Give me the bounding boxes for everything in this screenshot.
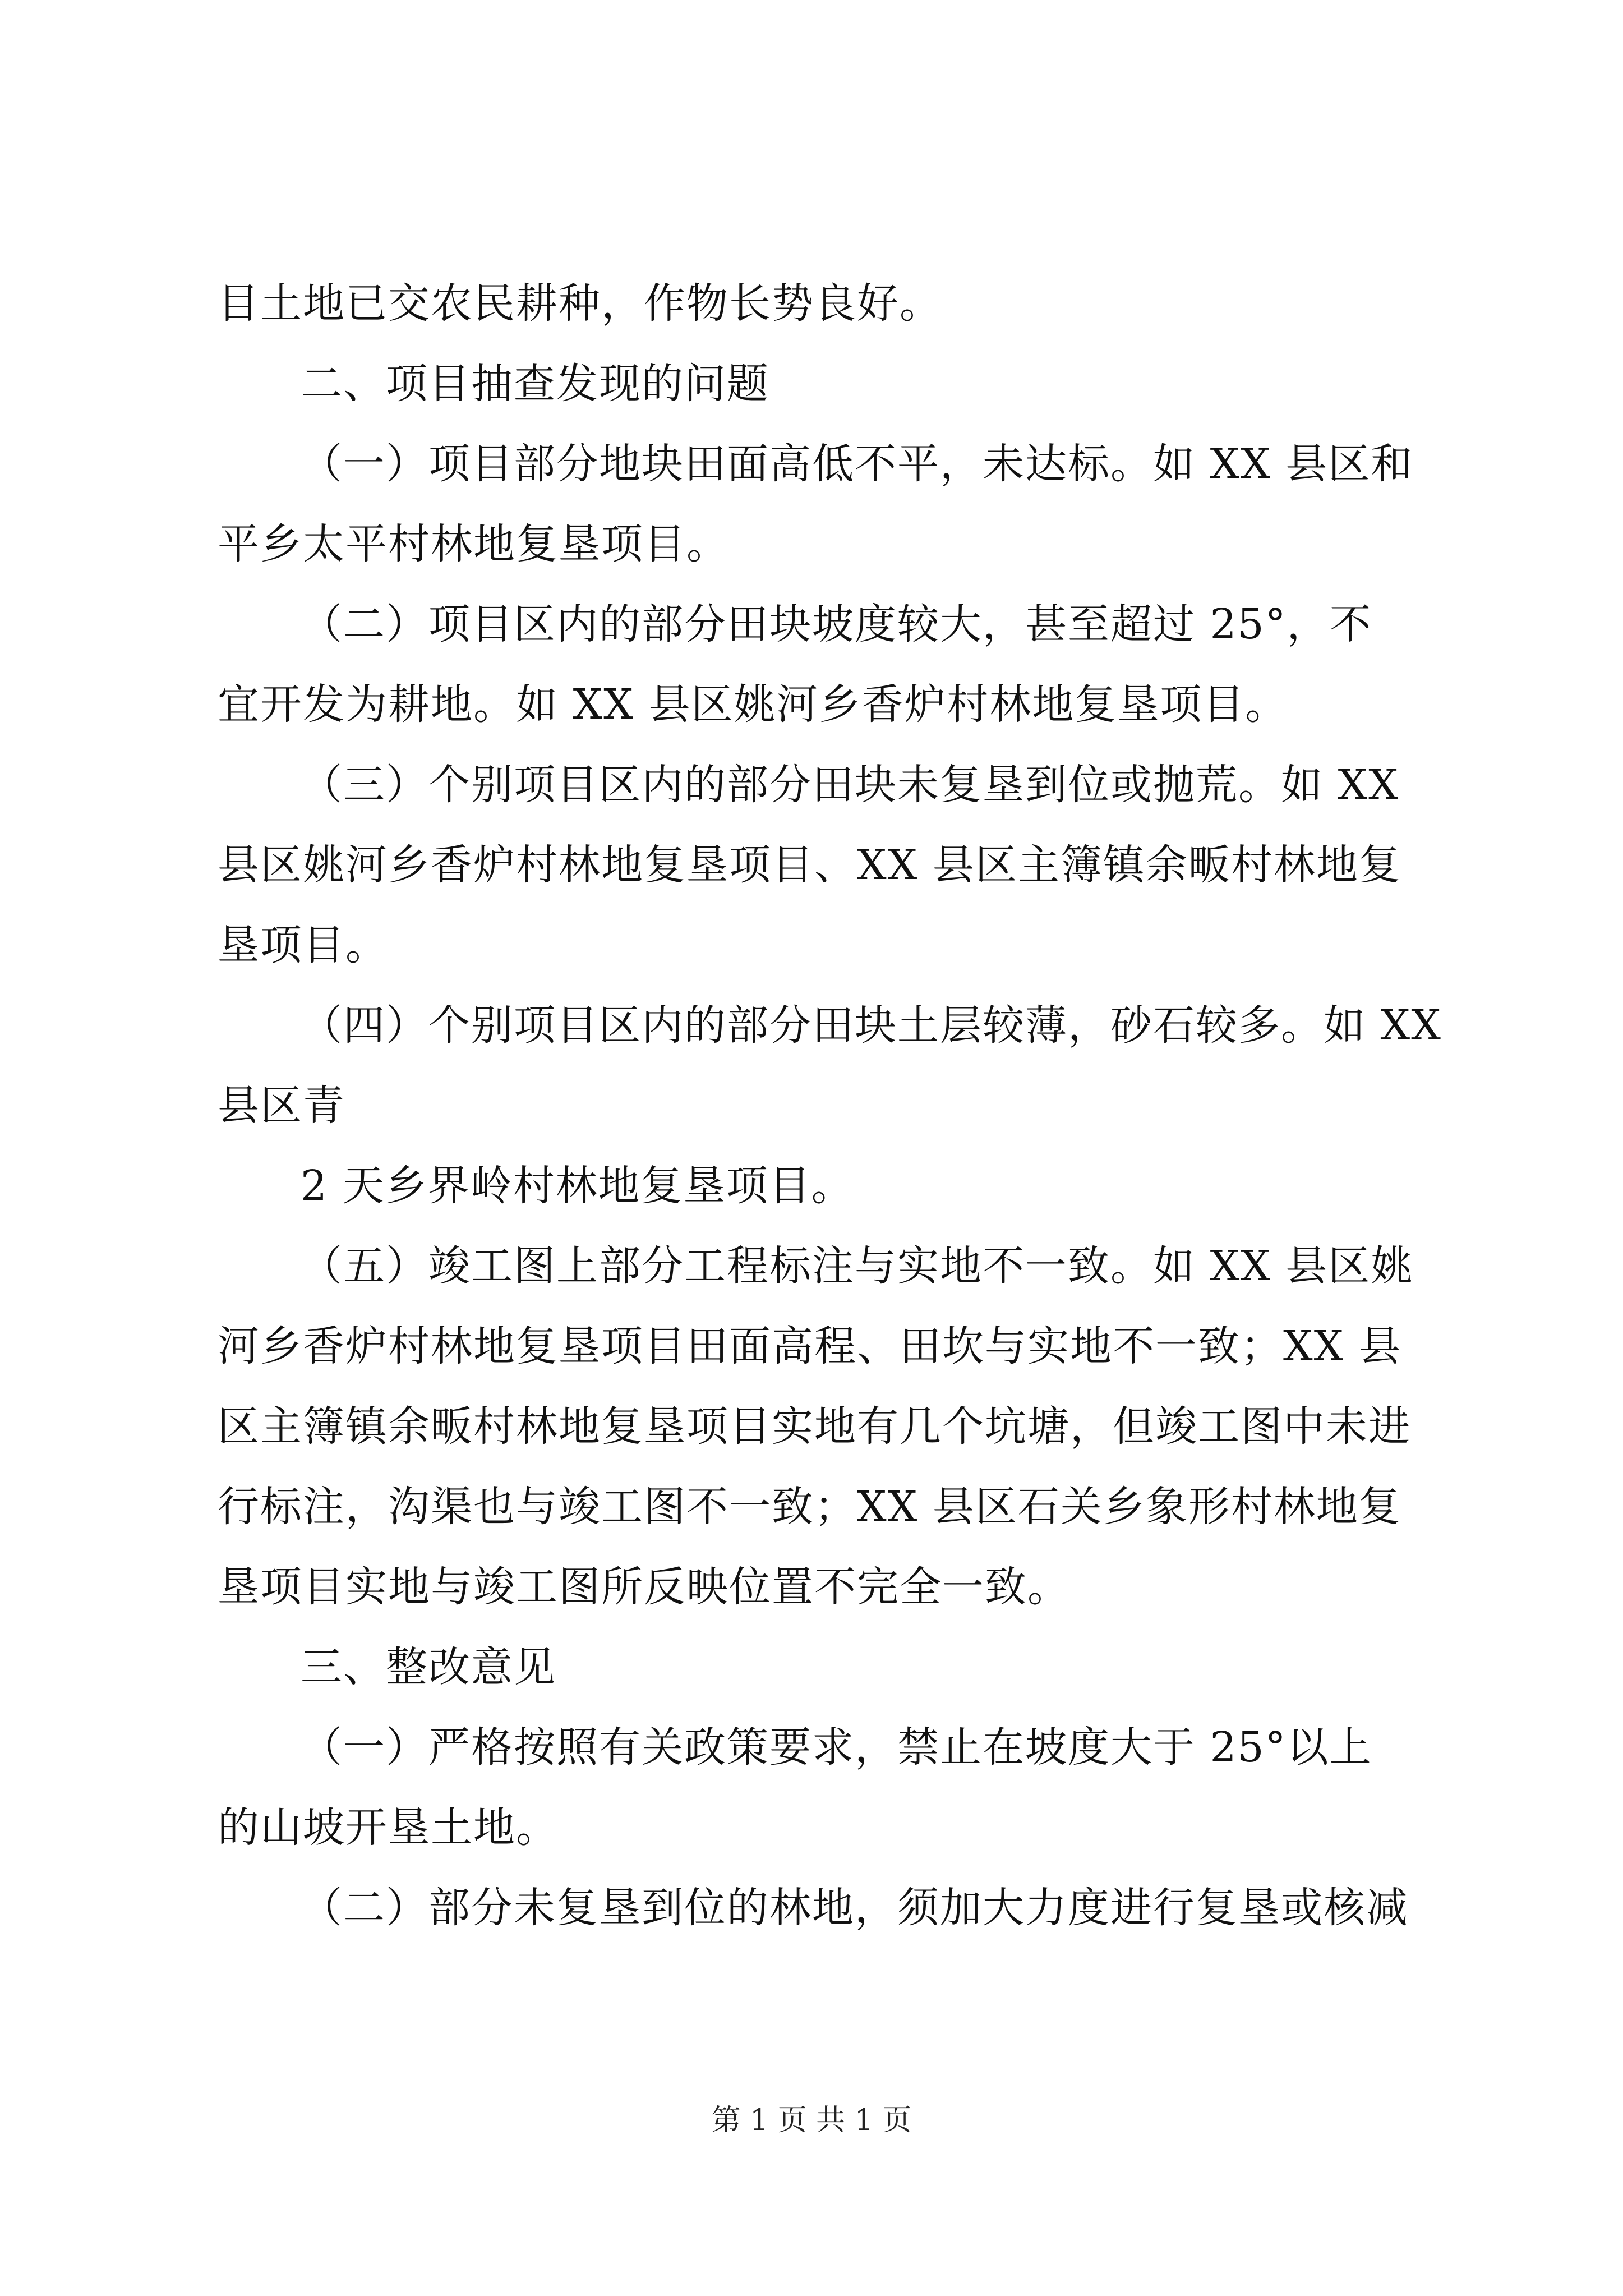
document-body	[218, 264, 1442, 1948]
page-footer: 第 1 页 共 1 页	[711, 2104, 912, 2137]
text-line-3: （一）项目部分地块田面高低不平，未达标。如 XX 县区和	[301, 440, 1414, 488]
text-line-17: 垦项目实地与竣工图所反映位置不完全一致。	[218, 1563, 1070, 1611]
text-line-19: （一）严格按照有关政策要求，禁止在坡度大于 25°以上	[301, 1723, 1372, 1772]
text-line-5: （二）项目区内的部分田块坡度较大，甚至超过 25°，不	[301, 600, 1372, 648]
text-line-8: 县区姚河乡香炉村林地复垦项目、XX 县区主簿镇余畈村林地复	[218, 841, 1401, 889]
section-heading-rectification: 三、整改意见	[301, 1643, 556, 1691]
text-line-12: 2 天乡界岭村林地复垦项目。	[301, 1162, 854, 1210]
text-line-13: （五）竣工图上部分工程标注与实地不一致。如 XX 县区姚	[301, 1242, 1414, 1290]
text-line-4: 平乡太平村林地复垦项目。	[218, 520, 729, 568]
section-heading-problems: 二、项目抽查发现的问题	[301, 360, 769, 408]
text-line-15: 区主簿镇余畈村林地复垦项目实地有几个坑塘，但竣工图中未进	[218, 1402, 1411, 1451]
text-line-14: 河乡香炉村林地复垦项目田面高程、田坎与实地不一致；XX 县	[218, 1322, 1401, 1370]
text-line-21: （二）部分未复垦到位的林地，须加大力度进行复垦或核减	[301, 1884, 1409, 1932]
text-line-11: 县区青	[218, 1082, 345, 1130]
text-line-10: （四）个别项目区内的部分田块土层较薄，砂石较多。如 XX	[301, 1001, 1442, 1050]
text-line-7: （三）个别项目区内的部分田块未复垦到位或抛荒。如 XX	[301, 761, 1399, 809]
text-line-6: 宜开发为耕地。如 XX 县区姚河乡香炉村林地复垦项目。	[218, 680, 1288, 729]
text-line-9: 垦项目。	[218, 921, 388, 969]
text-line-1: 目土地已交农民耕种，作物长势良好。	[218, 279, 942, 328]
text-line-16: 行标注，沟渠也与竣工图不一致；XX 县区石关乡象形村林地复	[218, 1483, 1401, 1531]
text-line-20: 的山坡开垦土地。	[218, 1803, 559, 1852]
